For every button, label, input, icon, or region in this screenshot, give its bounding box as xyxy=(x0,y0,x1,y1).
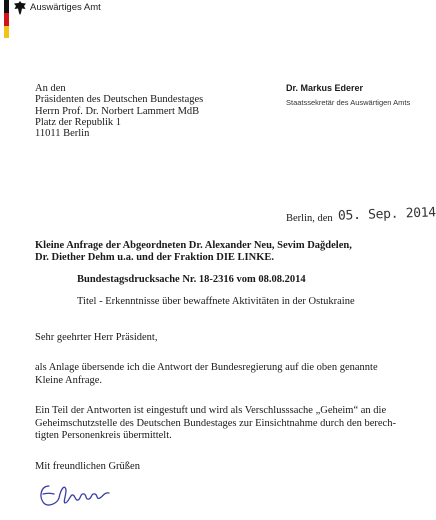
federal-eagle-icon xyxy=(13,0,27,16)
paragraph-line: Geheimschutzstelle des Deutschen Bundestages zur Einsichtnahme durch den berech- xyxy=(35,417,396,429)
address-line: Platz der Republik 1 xyxy=(35,116,122,128)
salutation: Sehr geehrter Herr Präsident, xyxy=(35,332,158,343)
german-flag-bar xyxy=(4,0,9,38)
subject-line: Dr. Diether Dehm u.a. und der Fraktion DIE LINKE. xyxy=(35,252,274,263)
recipient-address xyxy=(35,83,203,139)
drucksache-reference: Bundestagsdrucksache Nr. 18-2316 vom 08.08.2014 xyxy=(77,274,306,285)
sender-title: Staatssekretär des Auswärtigen Amts xyxy=(286,98,411,107)
flag-black-stripe xyxy=(4,0,9,13)
address-line: An den xyxy=(35,83,66,94)
paragraph-line: tigten Personenkreis übermittelt. xyxy=(35,430,172,441)
flag-gold-stripe xyxy=(4,26,9,38)
sender-name: Dr. Markus Ederer xyxy=(286,83,364,93)
subject-line: Kleine Anfrage der Abgeordneten Dr. Alexander Neu, Sevim Dağdelen, xyxy=(35,240,352,251)
paragraph-line: Kleine Anfrage. xyxy=(35,374,103,386)
flag-red-stripe xyxy=(4,13,9,26)
date-place: Berlin, den xyxy=(286,213,333,224)
paragraph-line: Ein Teil der Antworten ist eingestuft und wird als Verschlusssache „Geheim“ an die xyxy=(35,405,387,416)
ministry-name: Auswärtiges Amt xyxy=(30,2,101,13)
date-stamp: 05. Sep. 2014 xyxy=(337,205,436,224)
paragraph-line: als Anlage übersende ich die Antwort der Bundesregierung auf die oben genannte xyxy=(35,362,378,373)
closing: Mit freundlichen Grüßen xyxy=(35,461,140,472)
subject-heading xyxy=(35,240,352,264)
address-line: Herrn Prof. Dr. Norbert Lammert MdB xyxy=(35,105,200,117)
address-line: 11011 Berlin xyxy=(35,128,90,140)
subject-title: Titel - Erkenntnisse über bewaffnete Aktivitäten in der Ostukraine xyxy=(77,296,355,307)
paragraph-1 xyxy=(35,362,378,387)
address-line: Präsidenten des Deutschen Bundestages xyxy=(35,94,204,106)
paragraph-2 xyxy=(35,405,396,443)
handwritten-signature xyxy=(35,478,125,512)
